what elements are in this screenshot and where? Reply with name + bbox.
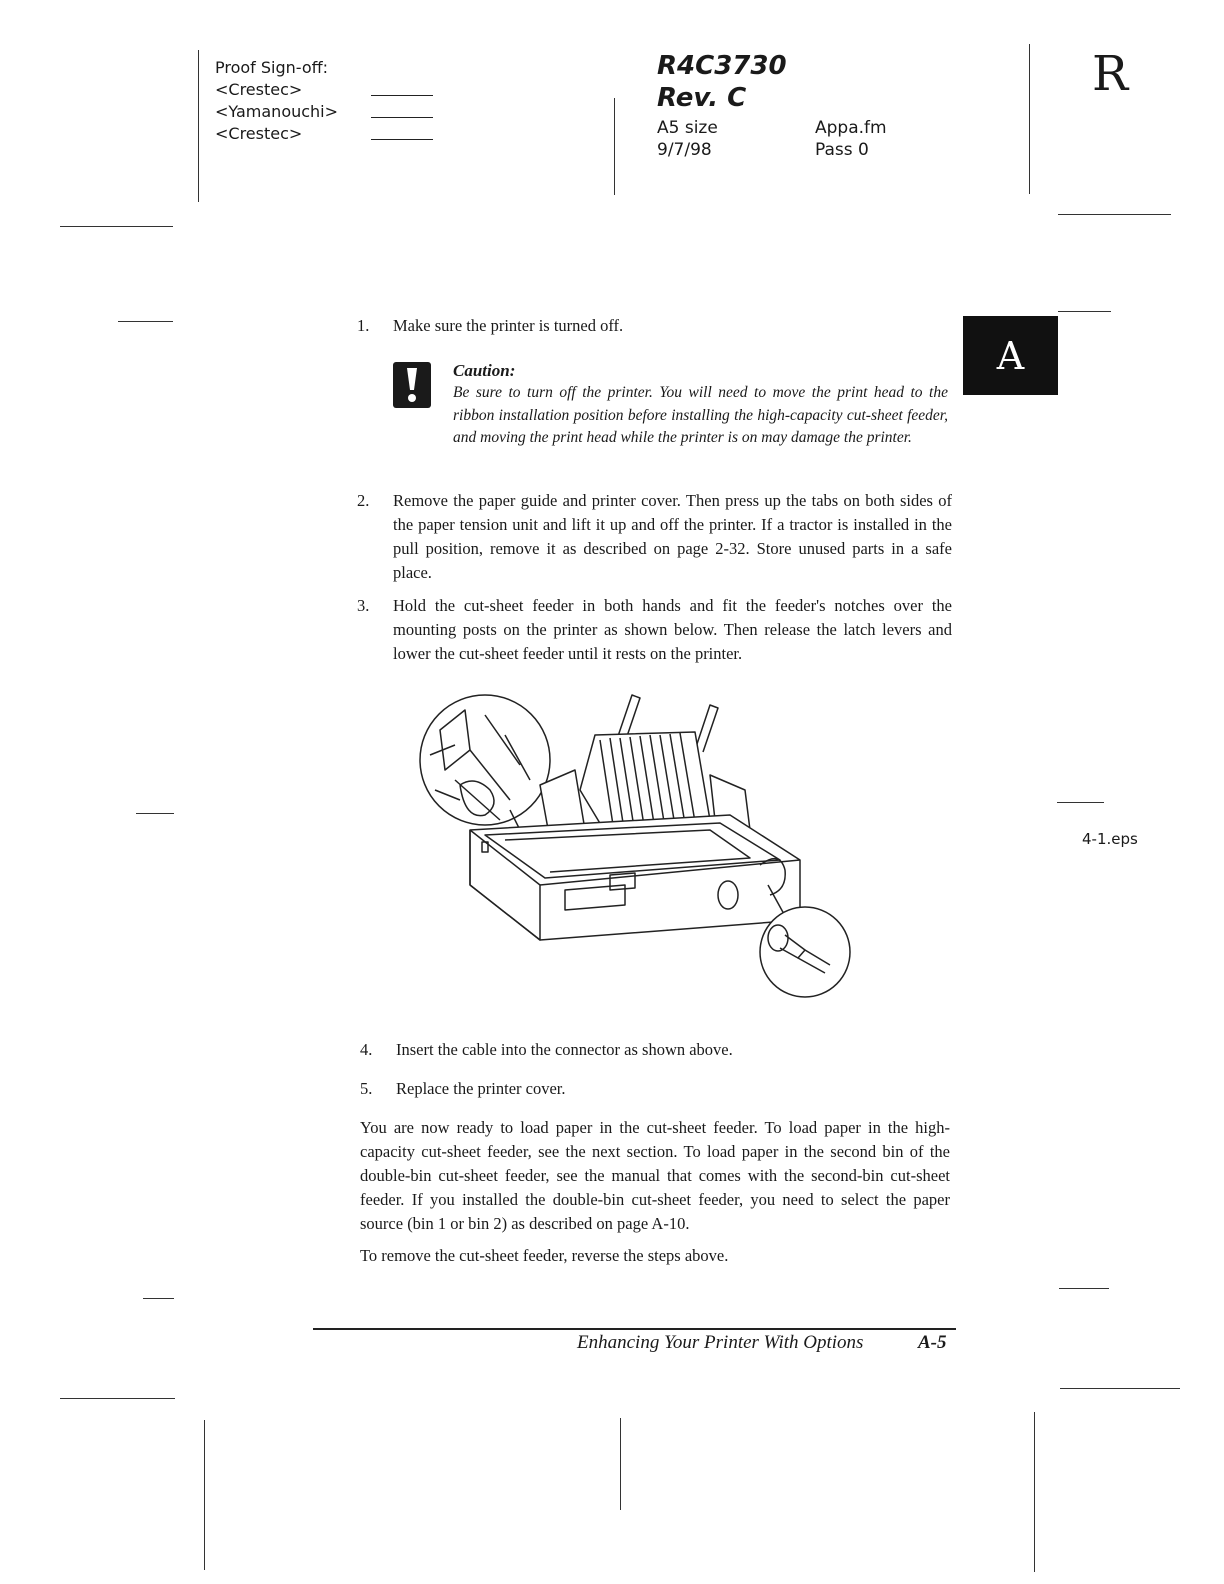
doc-size: A5 size <box>657 118 718 138</box>
exclamation-icon <box>393 362 431 408</box>
crop-mark <box>614 98 615 195</box>
doc-pass: Pass 0 <box>815 140 869 160</box>
doc-code: R4C3730 <box>657 51 787 81</box>
proof-title: Proof Sign-off: <box>215 58 329 77</box>
signoff-name: <Yamanouchi> <box>215 102 339 121</box>
signoff-line <box>371 117 433 118</box>
step-number: 5. <box>360 1079 373 1098</box>
step-item <box>360 1038 955 1062</box>
crop-mark <box>1057 802 1104 803</box>
section-tab: A <box>963 316 1058 395</box>
crop-mark <box>1060 1388 1180 1389</box>
step-number: 1. <box>357 316 370 335</box>
step-number: 4. <box>360 1040 373 1059</box>
crop-mark <box>620 1418 621 1510</box>
step-item <box>357 594 952 666</box>
step-number: 2. <box>357 491 370 510</box>
crop-mark <box>1058 311 1111 312</box>
crop-mark <box>1029 44 1030 194</box>
signoff-row <box>215 79 433 101</box>
proof-signoff <box>215 57 433 145</box>
body-paragraph: You are now ready to load paper in the cut-sheet feeder. To load paper in the high-capacity cut-sheet feeder, see the next section. To load paper in the second bin of the double-bin cut-sheet feeder, see the manual that comes with the second-bin cut-sheet feeder. If you installed the double-bin cut-sheet feeder, you need to select the paper source (bin 1 or bin 2) as described on page A-10. <box>360 1118 950 1233</box>
doc-meta-right <box>815 117 887 161</box>
crop-mark <box>198 50 199 202</box>
crop-mark <box>1059 1288 1109 1289</box>
signoff-line <box>371 139 433 140</box>
step-item <box>360 1077 955 1101</box>
crop-mark <box>1058 214 1171 215</box>
crop-mark <box>136 813 174 814</box>
crop-mark <box>143 1298 174 1299</box>
footer-title: Enhancing Your Printer With Options <box>577 1332 864 1353</box>
signoff-name: <Crestec> <box>215 80 303 99</box>
caution-icon <box>393 362 431 408</box>
crop-mark <box>60 226 173 227</box>
doc-file: Appa.fm <box>815 118 887 138</box>
printer-illustration <box>410 690 860 1010</box>
doc-revision: Rev. C <box>657 83 747 113</box>
step-number: 3. <box>357 596 370 615</box>
body-paragraph: To remove the cut-sheet feeder, reverse the steps above. <box>360 1246 729 1265</box>
signoff-row <box>215 123 433 145</box>
caution-text: Be sure to turn off the printer. You will need to move the print head to the ribbon installation position before installing the high-capacity cut-sheet feeder, and moving the print head while the printer is on may damage the printer. <box>453 384 948 446</box>
figure-label: 4-1.eps <box>1082 830 1138 848</box>
signoff-row <box>215 101 433 123</box>
caution-title: Caution: <box>453 361 516 380</box>
step-text: Hold the cut-sheet feeder in both hands and fit the feeder's notches over the mounting posts on the printer as shown below. Then release the latch levers and lower the cut-sheet feeder until it rests on the printer. <box>393 596 952 663</box>
crop-mark <box>204 1420 205 1570</box>
page-number: A-5 <box>918 1332 947 1353</box>
doc-date: 9/7/98 <box>657 140 712 160</box>
step-text: Replace the printer cover. <box>396 1079 566 1098</box>
signoff-name: <Crestec> <box>215 124 303 143</box>
crop-mark <box>118 321 173 322</box>
crop-mark <box>1034 1412 1035 1572</box>
signoff-line <box>371 95 433 96</box>
step-item <box>357 489 952 585</box>
step-text: Make sure the printer is turned off. <box>393 316 624 335</box>
step-text: Insert the cable into the connector as shown above. <box>396 1040 733 1059</box>
document-id <box>657 50 787 114</box>
footer-rule <box>313 1328 956 1330</box>
doc-meta-left <box>657 117 718 161</box>
step-text: Remove the paper guide and printer cover. Then press up the tabs on both sides of the paper tension unit and lift it up and off the printer. If a tractor is installed in the pull position, remove it as described on page 2-32. Store unused parts in a safe place. <box>393 491 952 582</box>
step-item <box>357 314 952 338</box>
crop-mark <box>60 1398 175 1399</box>
corner-letter: R <box>1092 46 1129 102</box>
